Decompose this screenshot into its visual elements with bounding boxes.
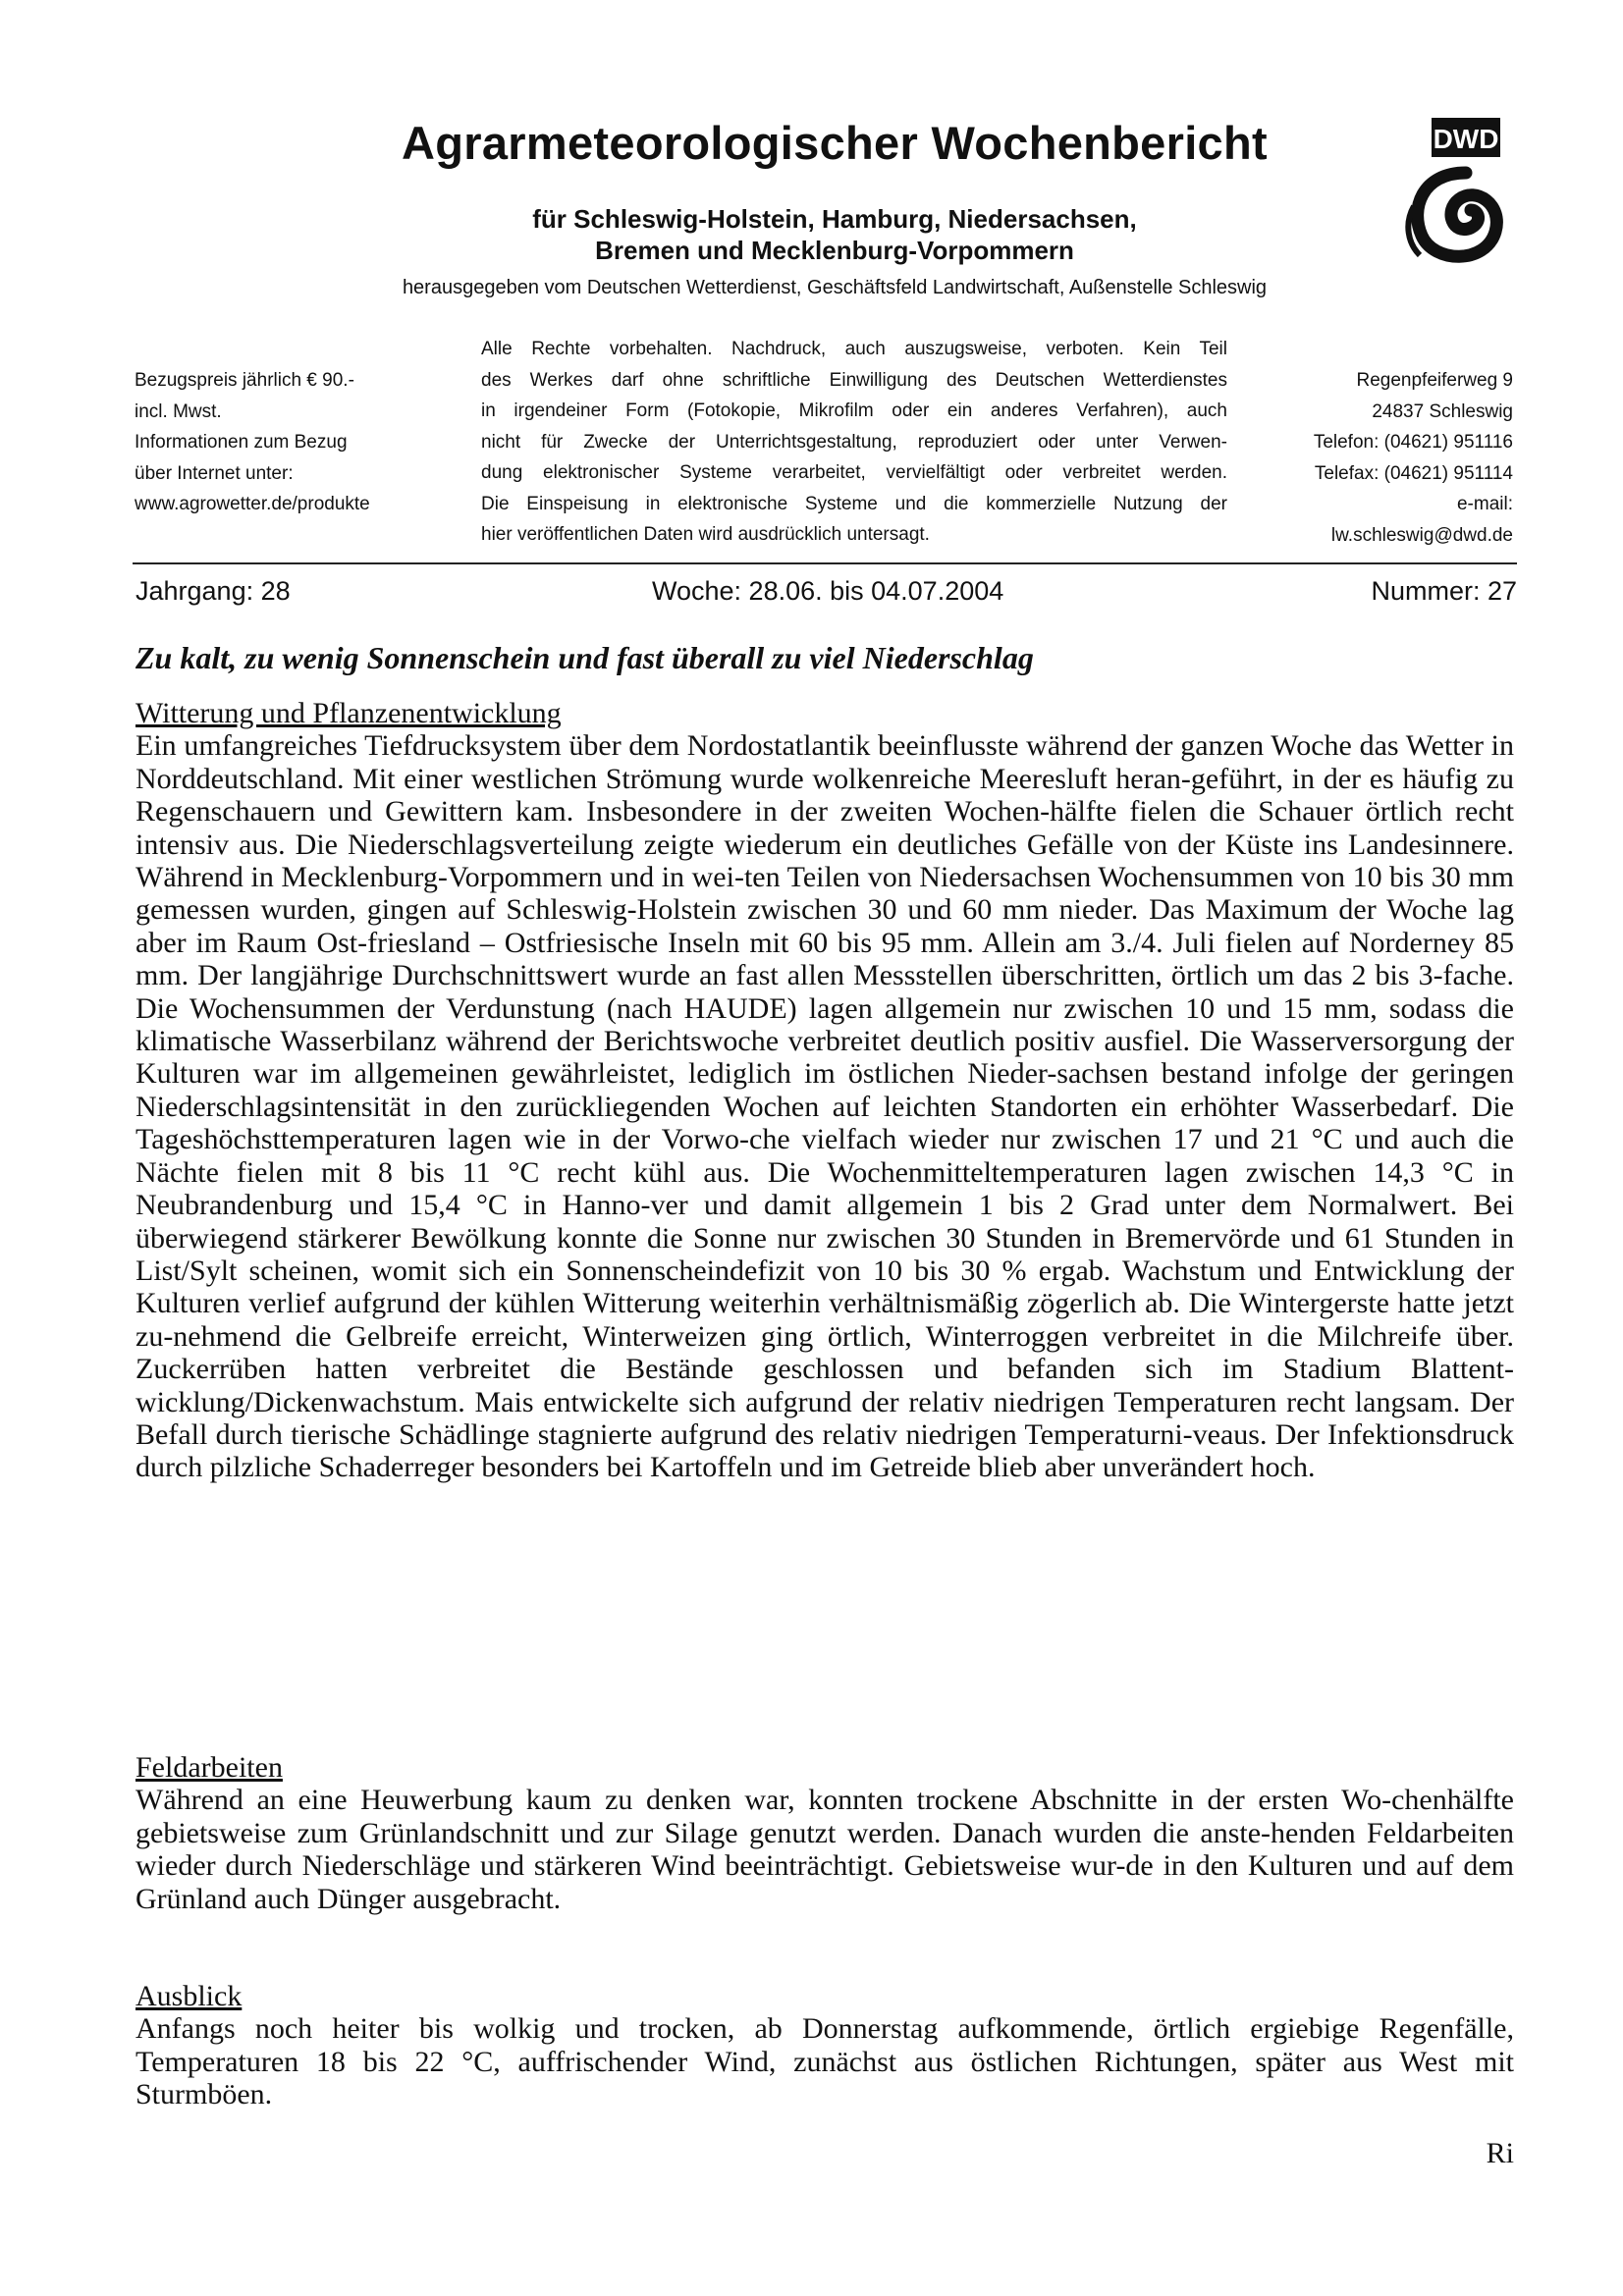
contact-info (1314, 365, 1513, 551)
contact-line: Telefax: (04621) 951114 (1314, 462, 1513, 484)
header-divider (133, 562, 1517, 564)
issue-volume: Jahrgang: 28 (135, 576, 291, 606)
region-subtitle-line1: für Schleswig-Holstein, Hamburg, Niedersachsen, (532, 204, 1137, 234)
info-line: über Internet unter: (135, 462, 294, 484)
issue-number: Nummer: 27 (1371, 576, 1517, 606)
info-line: incl. Mwst. (135, 400, 222, 422)
contact-email: lw.schleswig@dwd.de (1330, 524, 1513, 546)
region-subtitle-line2: Bremen und Mecklenburg-Vorpommern (595, 236, 1074, 265)
contact-line: e-mail: (1456, 494, 1513, 514)
logo-text: DWD (1433, 124, 1499, 154)
section-outlook (135, 1980, 1514, 2111)
section-text: Anfangs noch heiter bis wolkig und trocken, ab Donnerstag aufkommende, örtlich ergiebige Regenfälle, Temperaturen 18 bis 22 °C, auffrischender Wind, zunächst aus östlichen Richtungen, später aus West mit Sturmböen. (135, 2012, 1514, 2111)
notice-line: dung elektronischer Systeme verarbeitet, vervielfältigt oder verbreitet werden. (481, 462, 1227, 483)
dwd-logo-icon (1392, 116, 1505, 273)
section-fieldwork (135, 1751, 1514, 1915)
info-line: Bezugspreis jährlich € 90.- (135, 370, 354, 391)
contact-line: 24837 Schleswig (1372, 400, 1513, 422)
notice-line: des Werkes darf ohne schriftliche Einwilligung des Deutschen Wetterdienstes (481, 369, 1227, 391)
section-heading: Feldarbeiten (135, 1751, 283, 1784)
section-weather (135, 697, 1514, 1484)
report-title: Agrarmeteorologischer Wochenbericht (402, 117, 1268, 169)
notice-line: Die Einspeisung in elektronische Systeme und die kommerzielle Nutzung der (481, 493, 1227, 514)
contact-line: Regenpfeiferweg 9 (1356, 370, 1513, 391)
notice-line: in irgendeiner Form (Fotokopie, Mikrofilm oder ein anderes Verfahren), auch (481, 400, 1227, 421)
publisher-line: herausgegeben vom Deutschen Wetterdienst, Geschäftsfeld Landwirtschaft, Außenstelle Schleswig (402, 277, 1268, 298)
copyright-notice (481, 334, 1227, 551)
section-text: Ein umfangreiches Tiefdrucksystem über dem Nordostatlantik beeinflusste während der ganzen Woche das Wetter in Norddeutschland. Mit einer westlichen Strömung wurde wolkenreiche Meeresluft heran-geführt, in der es häufig zu Regenschauern und Gewittern kam. Insbesondere in der zweiten Wochen-hälfte fielen die Schauer örtlich recht intensiv aus. Die Niederschlagsverteilung zeigte wiederum ein deutliches Gefälle von der Küste ins Landesinnere. Während in Mecklenburg-Vorpommern und in wei-ten Teilen von Niedersachsen Wochensummen von 10 bis 30 mm gemessen wurden, gingen auf Schleswig-Holstein zwischen 30 und 60 mm nieder. Das Maximum der Woche lag aber im Raum Ost-friesland – Ostfriesische Inseln mit 60 bis 95 mm. Allein am 3./4. Juli fielen auf Norderney 85 mm. Der langjährige Durchschnittswert wurde an fast allen Messstellen überschritten, örtlich um das 2 bis 3-fache. Die Wochensummen der Verdunstung (nach HAUDE) lagen allgemein nur zwischen 10 und 15 mm, sodass die klimatische Wasserbilanz während der Berichtswoche verbreitet deutlich positiv ausfiel. Die Wasserversorgung der Kulturen war im allgemeinen gewährleistet, lediglich im östlichen Nieder-sachsen bestand infolge der geringen Niederschlagsintensität in den zurückliegenden Wochen auf leichten Standorten ein erhöhter Wasserbedarf. Die Tageshöchsttemperaturen lagen wie in der Vorwo-che vielfach wieder nur zwischen 17 und 21 °C und auch die Nächte fielen mit 8 bis 11 °C recht kühl aus. Die Wochenmitteltemperaturen lagen zwischen 14,3 °C in Neubrandenburg und 15,4 °C in Hanno-ver und damit allgemein 1 bis 2 Grad unter dem Normalwert. Bei überwiegend stärkerer Bewölkung konnte die Sonne nur zwischen 30 Stunden in Bremervörde und 61 Stunden in List/Sylt scheinen, womit sich ein Sonnenscheindefizit von 10 bis 30 % ergab. Wachstum und Entwicklung der Kulturen verlief aufgrund der kühlen Witterung weiterhin verhältnismäßig zögerlich ab. Die Wintergerste hatte jetzt zu-nehmend die Gelbreife erreicht, Winterweizen ging örtlich, Winterroggen verbreitet in die Milchreife über. Zuckerrüben hatten verbreitet die Bestände geschlossen und befanden sich im Stadium Blattent-wicklung/Dickenwachstum. Mais entwickelte sich aufgrund der relativ niedrigen Temperaturen recht langsam. Der Befall durch tierische Schädlinge stagnierte aufgrund des relativ niedrigen Temperaturni-veaus. Der Infektionsdruck durch pilzliche Schaderreger besonders bei Kartoffeln und im Getreide blieb aber unverändert hoch. (135, 729, 1514, 1484)
section-heading: Ausblick (135, 1980, 243, 2012)
section-text: Während an eine Heuwerbung kaum zu denken war, konnten trockene Abschnitte in der ersten Wo-chenhälfte gebietsweise zum Grünlandschnitt und zur Silage genutzt werden. Danach wurden die anste-henden Feldarbeiten wieder durch Niederschläge und stärkeren Wind beeinträchtigt. Gebietsweise wur-de in den Kulturen und auf dem Grünland auch Dünger ausgebracht. (135, 1784, 1514, 1915)
issue-week: Woche: 28.06. bis 04.07.2004 (652, 576, 1004, 606)
report-headline: Zu kalt, zu wenig Sonnenschein und fast überall zu viel Niederschlag (135, 640, 1034, 675)
author-signature: Ri (1486, 2137, 1514, 2169)
info-line: Informationen zum Bezug (135, 432, 348, 453)
notice-line: hier veröffentlichen Daten wird ausdrücklich untersagt. (481, 524, 930, 545)
notice-line: nicht für Zwecke der Unterrichtsgestaltung, reproduziert oder unter Verwen- (481, 431, 1227, 453)
subscription-info (135, 365, 370, 520)
contact-line: Telefon: (04621) 951116 (1313, 432, 1513, 453)
info-line: www.agrowetter.de/produkte (135, 494, 370, 514)
section-heading: Witterung und Pflanzenentwicklung (135, 697, 562, 729)
notice-line: Alle Rechte vorbehalten. Nachdruck, auch auszugsweise, verboten. Kein Teil (481, 339, 1227, 359)
